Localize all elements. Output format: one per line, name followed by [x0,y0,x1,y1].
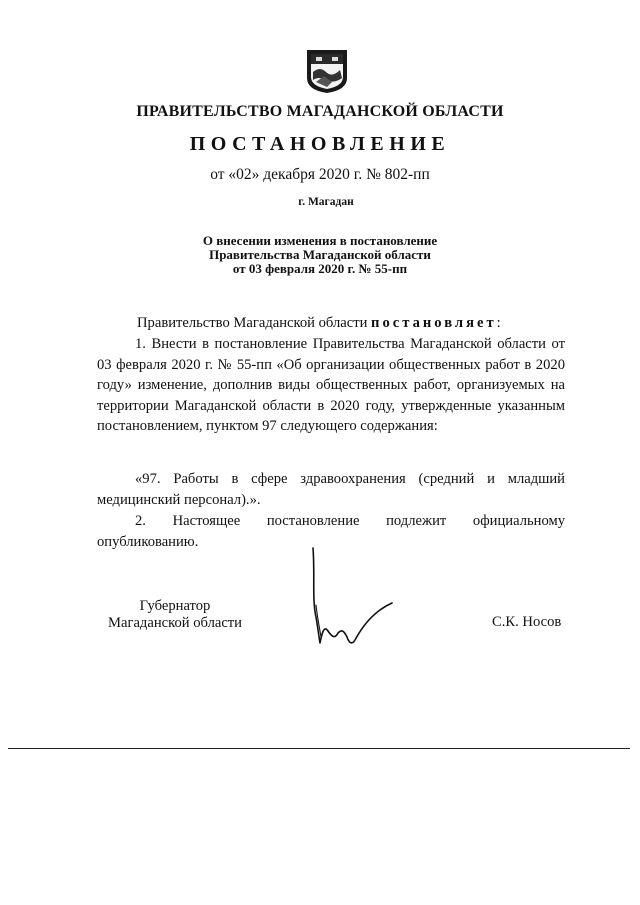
signatory-title [100,598,250,632]
paragraph-item-97: «97. Работы в сфере здравоохранения (средний и младший медицинский персонал).». [97,471,565,508]
subject-line-3: от 03 февраля 2020 г. № 55-пп [232,261,408,276]
document-city: г. Магадан [298,196,354,208]
document-subject [0,234,640,276]
intro-prefix: Правительство Магаданской области [137,315,372,331]
signatory-name: С.К. Носов [492,614,562,630]
intro-paragraph [97,313,565,334]
paragraph-2: 2. Настоящее постановление подлежит официальному опубликованию. [97,513,565,550]
handwritten-signature [300,545,400,655]
footer-divider [8,748,630,749]
signatory-title-line-1: Губернатор [139,598,211,614]
paragraph-1: 1. Внести в постановление Правительства Магаданской области от 03 февраля 2020 г. № 55-пп «Об организации общественных работ в 2020 году» изменение, дополнив виды общественных работ, организуемых на территории Магаданской области в 2020 году, утвержденные указанным постановлением, пунктом 97 следующего содержания: [97,336,565,435]
subject-line-1: О внесении изменения в постановление [202,233,438,248]
government-name: ПРАВИТЕЛЬСТВО МАГАДАНСКОЙ ОБЛАСТИ [136,103,504,120]
intro-verb: постановляет [371,315,497,331]
document-date-number: от «02» декабря 2020 г. № 802-пп [210,166,430,183]
subject-line-2: Правительства Магаданской области [209,247,431,262]
document-type: ПОСТАНОВЛЕНИЕ [189,133,451,155]
signatory-title-line-2: Магаданской области [108,615,242,631]
coat-of-arms-icon [304,48,350,94]
intro-suffix: : [496,315,501,331]
